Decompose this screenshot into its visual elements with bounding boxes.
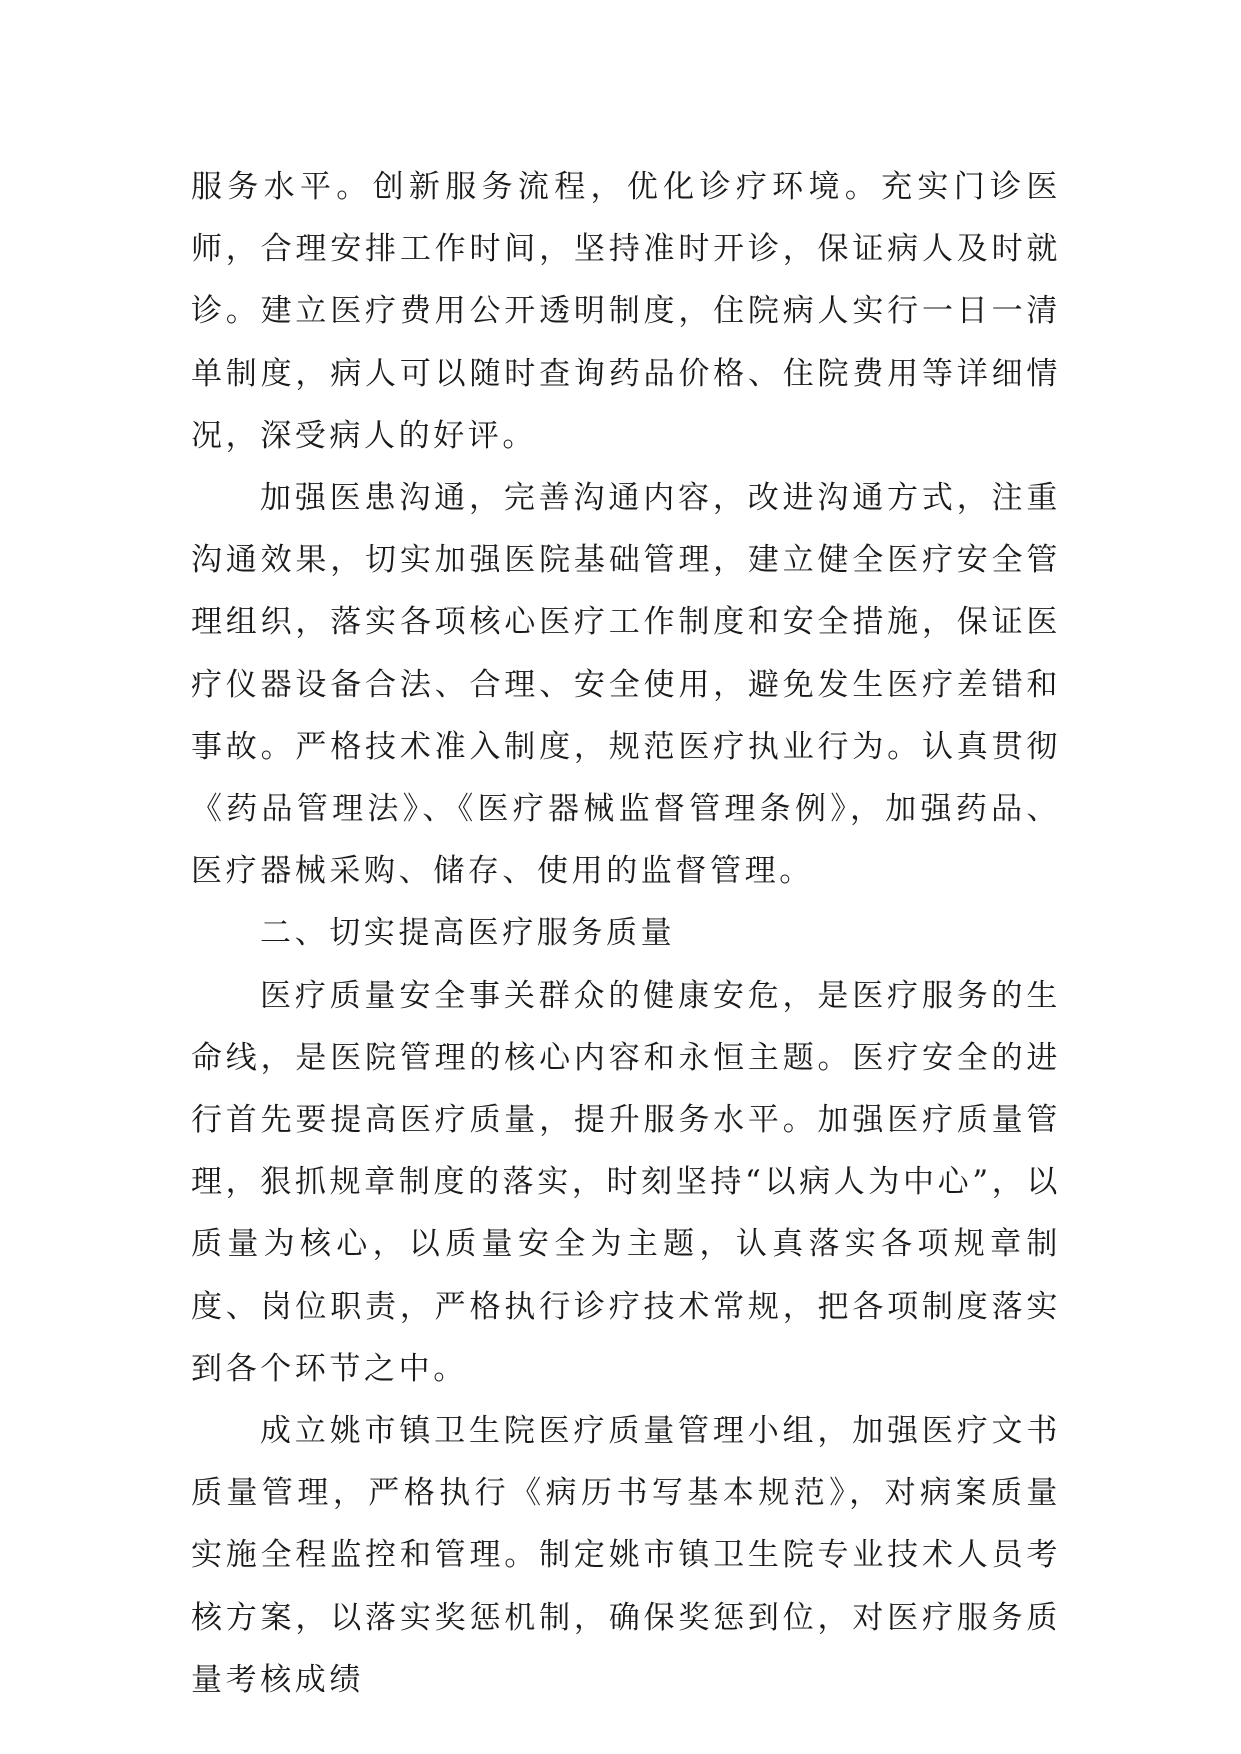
document-body: [191, 156, 1061, 1711]
paragraph-management-group: 成立姚市镇卫生院医疗质量管理小组，加强医疗文书质量管理，严格执行《病历书写基本规范》，对病案质量实施全程监控和管理。制定姚市镇卫生院专业技术人员考核方案，以落实奖惩机制，确保奖惩到位，对医疗服务质量考核成绩: [191, 1413, 1061, 1698]
section-heading: 二、切实提高医疗服务质量: [260, 915, 676, 952]
paragraph-quality: 医疗质量安全事关群众的健康安危，是医疗服务的生命线，是医院管理的核心内容和永恒主题。医疗安全的进行首先要提高医疗质量，提升服务水平。加强医疗质量管理，狠抓规章制度的落实，时刻坚持“以病人为中心”，以质量为核心，以质量安全为主题，认真落实各项规章制度、岗位职责，严格执行诊疗技术常规，把各项制度落实到各个环节之中。: [191, 977, 1061, 1387]
paragraph-continuation: 服务水平。创新服务流程，优化诊疗环境。充实门诊医师，合理安排工作时间，坚持准时开诊，保证病人及时就诊。建立医疗费用公开透明制度，住院病人实行一日一清单制度，病人可以随时查询药品价格、住院费用等详细情况，深受病人的好评。: [191, 169, 1061, 454]
paragraph-communication: 加强医患沟通，完善沟通内容，改进沟通方式，注重沟通效果，切实加强医院基础管理，建立健全医疗安全管理组织，落实各项核心医疗工作制度和安全措施，保证医疗仪器设备合法、合理、安全使用，避免发生医疗差错和事故。严格技术准入制度，规范医疗执业行为。认真贯彻《药品管理法》、《医疗器械监督管理条例》，加强药品、医疗器械采购、储存、使用的监督管理。: [191, 480, 1061, 890]
